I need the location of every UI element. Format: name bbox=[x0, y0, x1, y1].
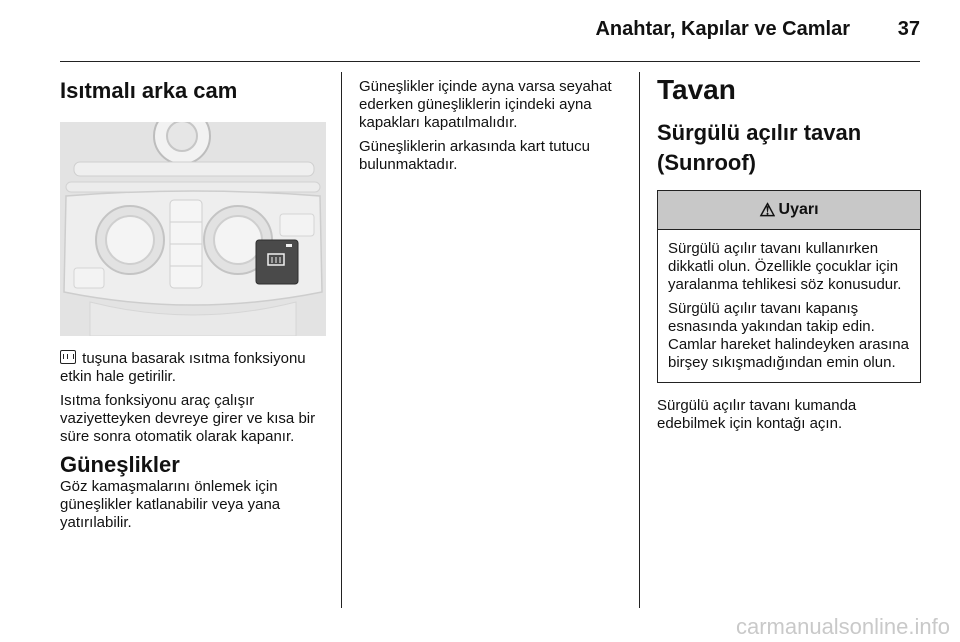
warning-title: Uyarı bbox=[778, 201, 819, 218]
paragraph-sun-visors: Göz kamaşmalarını önlemek için güneşlikler katlanabilir veya yana yatırılabilir. bbox=[60, 478, 281, 531]
header-rule bbox=[60, 61, 920, 62]
section-heading-sunroof: Sürgülü açılır tavan (Sunroof) bbox=[657, 120, 862, 175]
warning-box bbox=[657, 190, 921, 383]
column-divider-2 bbox=[639, 72, 640, 608]
column-1 bbox=[60, 78, 326, 538]
paragraph-defrost-text: tuşuna basarak ısıtma fonksiyonu etkin hale getirilir. bbox=[60, 350, 306, 385]
section-heading-sun-visors: Güneşlikler bbox=[60, 452, 180, 477]
column-2 bbox=[359, 78, 621, 180]
warning-header bbox=[658, 191, 920, 230]
warning-triangle-icon: ⚠ bbox=[759, 199, 776, 220]
warning-paragraph-2: Sürgülü açılır tavanı kapanış esnasında yakından takip edin. Camlar hareket halindeyken arasına birşey sıkışmadığından emin olun. bbox=[668, 300, 909, 371]
paragraph-visor-mirror: Güneşlikler içinde ayna varsa seyahat ederken güneşliklerin içindeki ayna kapakları kapatılmalıdır. bbox=[359, 78, 612, 131]
chapter-heading-roof: Tavan bbox=[657, 74, 736, 105]
paragraph-sunroof-ignition: Sürgülü açılır tavanı kumanda edebilmek için kontağı açın. bbox=[657, 397, 857, 432]
warning-body bbox=[658, 230, 920, 382]
rear-window-defrost-icon bbox=[60, 350, 76, 364]
section-heading-heated-rear-window: Isıtmalı arka cam bbox=[60, 78, 238, 103]
paragraph-defrost-auto-off: Isıtma fonksiyonu araç çalışır vaziyetteyken devreye girer ve kısa bir süre sonra otomatik olarak kapanır. bbox=[60, 392, 316, 445]
column-3 bbox=[657, 74, 921, 439]
paragraph-card-holder: Güneşliklerin arkasında kart tutucu bulunmaktadır. bbox=[359, 138, 590, 173]
page-header-title: Anahtar, Kapılar ve Camlar bbox=[595, 18, 850, 40]
page-number: 37 bbox=[897, 18, 920, 40]
watermark: carmanualsonline.info bbox=[735, 614, 950, 639]
climate-control-panel-illustration bbox=[60, 122, 326, 336]
paragraph-defrost-activation bbox=[60, 350, 326, 386]
column-divider-1 bbox=[341, 72, 342, 608]
warning-paragraph-1: Sürgülü açılır tavanı kullanırken dikkatli olun. Özellikle çocuklar için yaralanma tehlikesi söz konusudur. bbox=[668, 240, 902, 293]
